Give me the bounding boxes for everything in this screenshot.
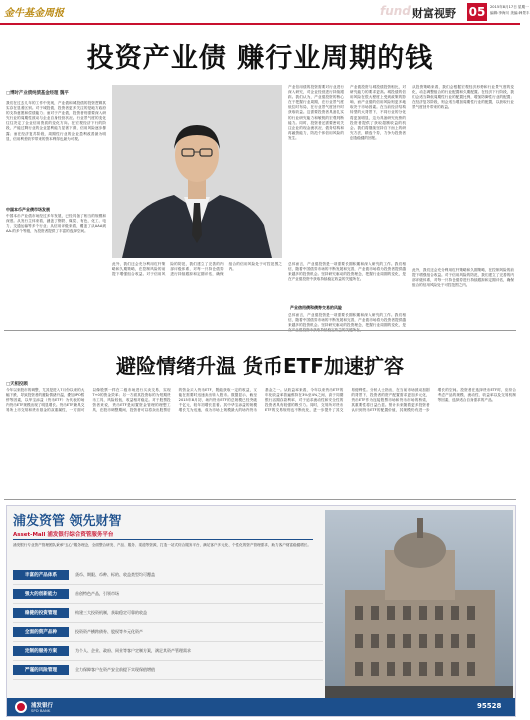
ad-feature-text: 构建三大投资机制，获取稳定可靠的收益 bbox=[75, 610, 147, 615]
masthead-rule bbox=[0, 23, 520, 25]
date-line: 2015年8月17日 星期一 bbox=[490, 5, 529, 9]
author-photo bbox=[112, 85, 282, 258]
ad-feature-row bbox=[13, 604, 323, 623]
ad-feature-list bbox=[13, 566, 323, 686]
article1-col4: 从投资策略来看，我们会根据宏观经济形势和行业景气度的变化，动态调整组合的行业配置和久期配置。在经济下行阶段，我们会适当降低周期性行业的配置比例，增加防御性行业的配置；在经济复苏阶段，则会适当增加周期性行业的配置，以获取行业景气度回升带来的收益。 bbox=[412, 85, 514, 110]
page-number: 05 bbox=[468, 5, 486, 19]
ad-photo bbox=[325, 510, 513, 710]
ad-feature-label: 严谨的风险管理 bbox=[13, 665, 69, 675]
masthead-logo: 金牛基金周报 bbox=[4, 8, 64, 19]
spdb-logo-icon bbox=[15, 701, 27, 713]
masthead-section: 财富视野 bbox=[412, 7, 456, 20]
ad-feature-text: 为个人、企业、政府、同业等客户定制方案，满足其资产管理需求 bbox=[75, 648, 191, 653]
portrait-figure bbox=[112, 85, 282, 258]
ad-feature-row bbox=[13, 642, 323, 661]
article1-col3: 产业债投资与城投债投资相比，对研究能力的要求更高。城投债的信用风险在很大程度上受到政策的影响，而产业债的信用风险则更多地取决于市场因素。在当前经济结构转型的大背景下，不同行业的分化将更加明显，这为具备研究优势的投资者提供了获取超额收益的机会。我们将继续坚持自下而上的研究方法，精选个券，力争为投资者创造稳健的回报。 bbox=[350, 85, 406, 140]
article2-body: 今年以来股市的调整，尤其是进入7月份以来的大幅下跌，导致投资者的避险情绪升温，叠加IPO暂停等因素，以华宝添益（货币ETF）为代表的场内货币ETF规模出现了明显增长。货币ETF兼具交易所上市交易和货币基金的双重属性，一方面可以像股票一样在二级市场进行买卖交易，实现T+0的资金效率；另一方面其投资标的为短期货币工具，风险较低，收益相对稳定。对于股票投资者来说，货币ETF是闲置资金管理的理想工具，在股市调整期间，投资者可以将卖出股票后的资金买入货币ETF，既能获取一定的收益，又能在需要时迅速卖出转入股市。数据显示，截至2015年8月初，场内货币ETF的总规模已经突破千亿元，较年初增长显著。其中华宝添益的规模增长尤为迅速，成为市场上规模最大的场内货币基金之一。从收益率来看，今年以来货币ETF的年化收益率普遍维持在3%至4%之间，高于同期银行活期存款利率，对于追求流动性和安全性的投资者具有较强的吸引力。同时，交易所对货币ETF的交易规则也不断优化，进一步提升了其交易便利性。分析人士指出，在当前市场波动加剧的背景下，投资者的资产配置需求更加多元化，货币ETF作为连接股票市场和货币市场的桥梁，其重要性将日益凸显。预计未来随着更多投资者认识到货币ETF的配置价值，其规模仍有进一步增长的空间。投资者在选择货币ETF时，应综合考虑产品的规模、流动性、收益率以及交易机制等因素，选择适合自身需求的产品。 bbox=[6, 388, 516, 413]
article1-col5: 此外，我们还会充分利用杠杆策略和久期策略，在控制风险的前提下增强组合收益。对于信用风险的防范，我们建立了完善的内部评级体系，对每一只持仓债券进行持续跟踪和定期评估，确保组合的信用风险处于可控范围之内。 bbox=[112, 262, 282, 277]
spdb-logo-text: 浦发银行 bbox=[31, 703, 54, 709]
ad-feature-label: 丰富的产品体系 bbox=[13, 570, 69, 580]
article2-byline: □天相投顾 bbox=[6, 382, 28, 387]
article1-byline: □博时产业债纯债基金经理 魏平 bbox=[6, 91, 69, 96]
ad-divider bbox=[13, 539, 313, 540]
article2-headline: 避险情绪升温 货币ETF加速扩容 bbox=[116, 354, 404, 378]
spdb-advert bbox=[6, 505, 516, 717]
masthead bbox=[0, 0, 530, 24]
ad-feature-text: 货币、期限、币种、标的、收益类型均可覆盖 bbox=[75, 572, 155, 577]
ad-feature-text: 首创特色产品，引领市场 bbox=[75, 591, 119, 596]
ad-feature-row bbox=[13, 585, 323, 604]
ad-intro: 浦发银行专业资产管理团队秉承"五心"服务理念，全面整合研发、产品、服务、渠道等资源，打造一站式综合服务平台，满足客户多元化、个性化的资产管理需求，助力客户财富稳健增长。 bbox=[13, 543, 311, 547]
ad-footer-bar bbox=[7, 698, 515, 716]
ad-feature-row bbox=[13, 661, 323, 680]
ad-feature-row bbox=[13, 623, 323, 642]
article1-col6: 总体而言，产业债投资是一项需要长期积累和深入研究的工作。我们相信，随着中国债券市场的不断发展和完善，产业债市场将为投资者提供越来越多的投资机会。坚持研究驱动的投资理念，把握行业周期的变化，是在产业债投资中获取持续稳定收益的关键所在。 bbox=[288, 262, 406, 282]
article1-col1b: 中国本币产业债市场经过多年发展，已经具备了相当的规模和深度。从发行主体来看，涵盖了钢铁、煤炭、有色、化工、电力、交通运输等多个行业；从信用评级来看，覆盖了从AAA到AA-的多个等级，为投资者提供了丰富的选择空间。 bbox=[6, 214, 106, 234]
article1-bottom-rule bbox=[4, 330, 516, 331]
article1-col1: 我们在过去几年的工作中发现，产业债和城投债的投资逻辑其实存在显著区别。对于城投债，投资者更多关注的是地方政府的支持意愿和偿债能力；而对于产业债，投资者则需要深入研究行业的周期性波动与企业自身经营状况。行业景气度的变化往往决定了企业信用资质的变化方向。在宏观经济下行的阶段，产能过剩行业的企业盈利能力显著下滑，信用风险逐步暴露；而在经济复苏阶段，周期性行业的企业盈利改善最为明显，信用利差收窄带来的资本利得也最为可观。 bbox=[6, 101, 106, 141]
building-photo bbox=[325, 510, 513, 710]
ad-feature-label: 全面的资产品种 bbox=[13, 627, 69, 637]
article1-col7: 总体而言，产业债投资是一项需要长期积累和深入研究的工作。我们相信，随着中国债券市场的不断发展和完善，产业债市场将为投资者提供越来越多的投资机会。坚持研究驱动的投资理念，把握行业周期的变化，是 bbox=[288, 313, 406, 328]
spdb-logo-sub: SPD BANK bbox=[31, 708, 51, 713]
ad-feature-row bbox=[13, 566, 323, 585]
editor-line: 编辑:李海川 美编:韩景丰 bbox=[490, 11, 530, 15]
article1-headline: 投资产业债 赚行业周期的钱 bbox=[86, 43, 434, 74]
masthead-watermark: fund bbox=[380, 4, 411, 18]
ad-feature-text: 全力保障客户在资产安全前提下实现保值增值 bbox=[75, 667, 155, 672]
hotline: 95528 bbox=[477, 702, 502, 710]
ad-feature-label: 稳健的投资管理 bbox=[13, 608, 69, 618]
article1-subhead2: 产业信用债和债券交易的风险 bbox=[290, 305, 342, 310]
article1-col8: 此外，我们还会充分利用杠杆策略和久期策略，在控制风险的前提下增强组合收益。对于信用风险的防范，我们建立了完善的内部评级体系，对每一只持仓债券进行持续跟踪和定期评估，确保组合的信用风险处于可控范围之内。 bbox=[412, 268, 514, 288]
ad-feature-label: 强大的创新能力 bbox=[13, 589, 69, 599]
ad-feature-label: 定制的服务方案 bbox=[13, 646, 69, 656]
article1-col2: 产业信用债的投资需要对行业进行深入研究，对企业经营进行持续跟踪。我们认为，产业债投资的核心在于把握行业周期，在行业景气度低位时布局，在行业景气度回升时获取收益。这需要投资者具备扎实的行业研究能力和敏锐的宏观判断能力。同时，投资者还需要密切关注企业的现金流状况、债务结构和再融资能力，防范个体信用风险的发生。 bbox=[288, 85, 344, 140]
ad-feature-text: 投资资产横跨债券、股权等多元化资产 bbox=[75, 629, 143, 634]
article1-subhead1: 中国本币产业债市场发展 bbox=[6, 207, 50, 212]
ad-headline: 浦发资管 领先财智 bbox=[13, 514, 122, 529]
ad-subline: Asset-Mall 浦发银行综合资管服务平台 bbox=[13, 532, 114, 538]
article2-bottom-rule bbox=[4, 499, 516, 500]
